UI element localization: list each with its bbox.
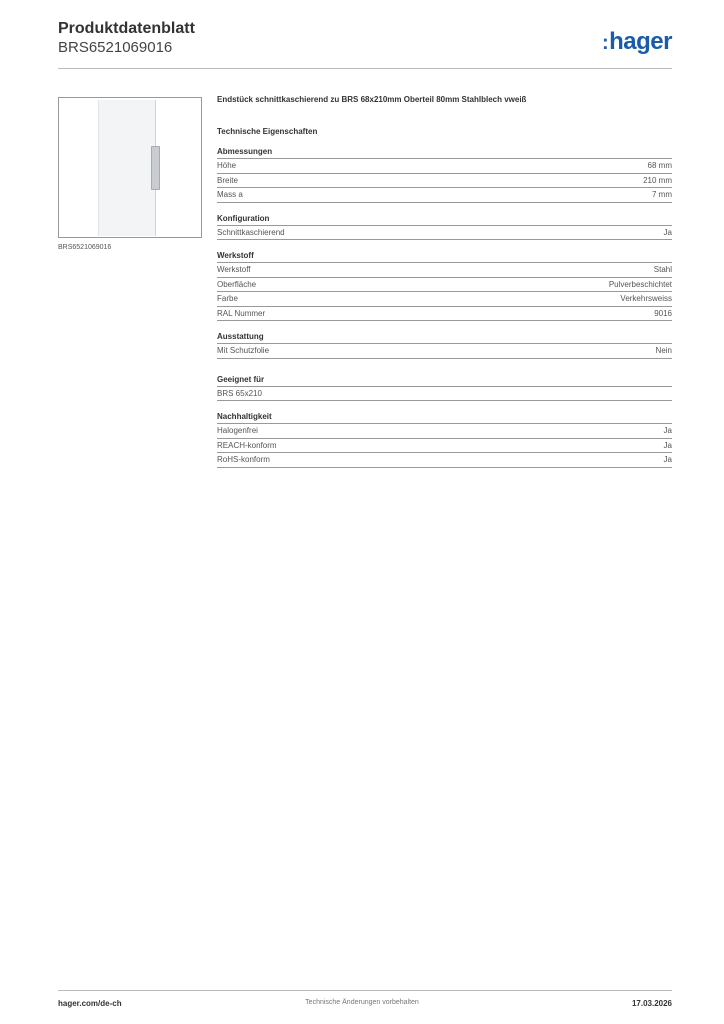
end-piece-clip — [151, 146, 160, 190]
group-title: Konfiguration — [217, 214, 672, 226]
spec-label: Schnittkaschierend — [217, 227, 285, 237]
spec-value: 9016 — [654, 308, 672, 318]
group-konfiguration — [217, 214, 672, 241]
spec-value: Stahl — [653, 265, 672, 274]
hager-logo — [602, 28, 672, 56]
spec-label: Mit Schutzfolie — [217, 346, 270, 355]
spec-row — [217, 439, 672, 454]
spec-label: Mass a — [217, 190, 243, 199]
group-ausstattung — [217, 332, 672, 359]
section-heading: Technische Eigenschaften — [217, 127, 318, 136]
spec-row — [217, 263, 672, 278]
spec-label: Werkstoff — [217, 265, 251, 274]
product-image-caption: BRS6521069016 — [58, 244, 112, 251]
group-title: Geeignet für — [217, 375, 672, 387]
spec-value: Ja — [663, 440, 672, 450]
spec-value: Ja — [663, 426, 672, 435]
spec-label: RoHS-konform — [217, 455, 270, 464]
spec-value: Nein — [655, 346, 672, 355]
spec-row — [217, 174, 672, 189]
logo-dots-icon: : — [601, 32, 609, 54]
spec-label: Halogenfrei — [217, 426, 258, 435]
product-number: BRS6521069016 — [58, 39, 173, 56]
group-title: Abmessungen — [217, 147, 672, 159]
spec-row — [217, 307, 672, 322]
spec-value: Ja — [663, 227, 672, 237]
group-title: Ausstattung — [217, 332, 672, 344]
group-werkstoff — [217, 251, 672, 321]
product-image — [58, 97, 202, 238]
spec-label: Höhe — [217, 161, 237, 170]
header-divider — [58, 68, 672, 69]
spec-label: RAL Nummer — [217, 308, 266, 318]
spec-label: Breite — [217, 175, 238, 185]
spec-label: BRS 65x210 — [217, 388, 262, 398]
spec-value: Ja — [663, 455, 672, 464]
footer-date: 17.03.2026 — [631, 999, 672, 1008]
page-title: Produktdatenblatt — [58, 20, 195, 37]
group-title: Nachhaltigkeit — [217, 412, 672, 424]
spec-value: 7 mm — [652, 190, 672, 199]
spec-value: 68 mm — [647, 161, 672, 170]
product-title: Endstück schnittkaschierend zu BRS 68x210mm Oberteil 80mm Stahlblech vweiß — [217, 95, 527, 104]
end-piece-panel — [98, 100, 156, 236]
spec-value: 210 mm — [643, 175, 672, 185]
spec-label: Farbe — [217, 294, 238, 303]
group-title: Werkstoff — [217, 251, 672, 263]
footer-divider — [58, 990, 672, 991]
spec-row — [217, 278, 672, 293]
spec-row — [217, 453, 672, 468]
spec-label: REACH-konform — [217, 440, 277, 450]
product-details — [217, 95, 672, 479]
spec-value: Verkehrsweiss — [620, 294, 672, 303]
spec-value: Pulverbeschichtet — [608, 279, 672, 289]
spec-row — [217, 226, 672, 241]
spec-row — [217, 344, 672, 359]
group-nachhaltigkeit — [217, 412, 672, 468]
spec-row — [217, 188, 672, 203]
spec-row — [217, 387, 672, 402]
footer-website-link[interactable]: hager.com/de-ch — [58, 999, 122, 1008]
spec-row — [217, 159, 672, 174]
footer-notice: Technische Änderungen vorbehalten — [305, 999, 419, 1006]
spec-row — [217, 292, 672, 307]
spec-row — [217, 424, 672, 439]
group-abmessungen — [217, 147, 672, 203]
spec-label: Oberfläche — [217, 279, 257, 289]
logo-text: hager — [609, 28, 672, 55]
group-geeignet-fuer — [217, 375, 672, 402]
